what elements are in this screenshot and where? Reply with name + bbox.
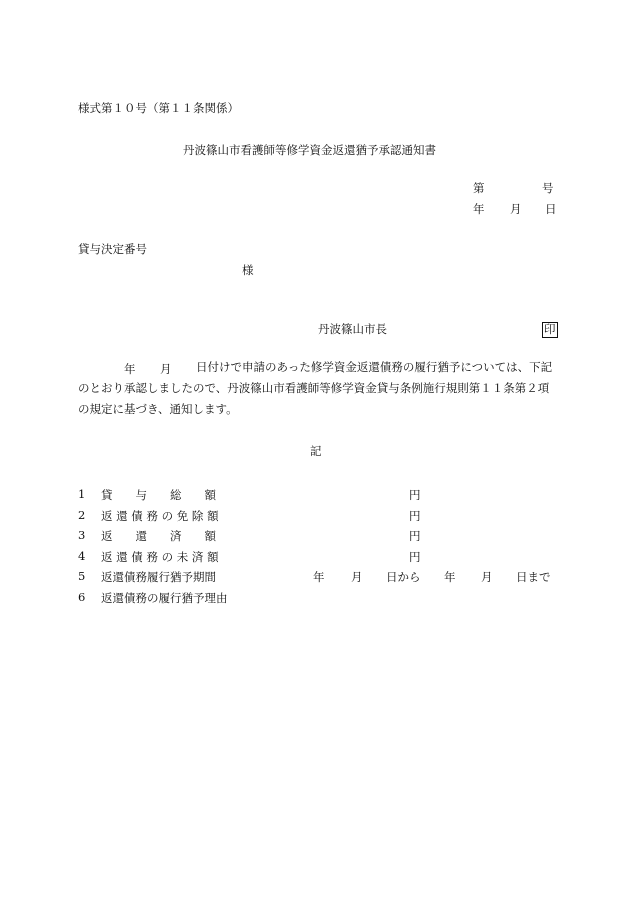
period-from-year: 年 <box>313 570 325 584</box>
date-year: 年 <box>473 202 485 216</box>
list-item <box>78 487 558 501</box>
ki-heading: 記 <box>310 444 322 458</box>
doc-no-dai: 第 <box>473 181 485 195</box>
period-to-month: 月 <box>481 570 493 584</box>
list-item <box>78 549 558 563</box>
date-day: 日 <box>545 202 557 216</box>
body-year: 年 <box>124 362 136 376</box>
item-number: 6 <box>78 590 86 604</box>
sama-label: 様 <box>242 263 254 277</box>
form-number: 様式第１０号（第１１条関係） <box>78 101 239 115</box>
list-item <box>78 528 558 542</box>
period-from-month: 月 <box>351 570 363 584</box>
item-number: 1 <box>78 487 86 501</box>
loan-decision-label: 貸与決定番号 <box>78 242 147 256</box>
doc-no-go: 号 <box>542 181 554 195</box>
list-item <box>78 569 558 583</box>
mayor-label: 丹波篠山市長 <box>318 322 387 336</box>
item-unit: 円 <box>409 488 421 502</box>
period-from-day: 日から <box>386 570 421 584</box>
item-number: 5 <box>78 569 86 583</box>
seal-mark: 印 <box>544 322 556 336</box>
body-paragraph: 日付けで申請のあった修学資金返還債務の履行猶予については、下記のとおり承認しましたので、丹波篠山市看護師等修学資金貸与条例施行規則第１１条第２項の規定に基づき、通知します。 <box>78 360 553 416</box>
item-label: 貸 与 総 額 <box>101 488 216 502</box>
item-label: 返 還 債 務 の 未 済 額 <box>101 550 219 564</box>
item-unit: 円 <box>409 550 421 564</box>
body-month: 月 <box>160 362 172 376</box>
item-unit: 円 <box>409 529 421 543</box>
item-label: 返還債務の履行猶予理由 <box>101 591 228 605</box>
item-number: 3 <box>78 528 86 542</box>
list-item <box>78 508 558 522</box>
date-month: 月 <box>510 202 522 216</box>
item-number: 4 <box>78 549 86 563</box>
document-title: 丹波篠山市看護師等修学資金返還猶予承認通知書 <box>183 143 436 157</box>
item-unit: 円 <box>409 509 421 523</box>
period-to-day: 日まで <box>516 570 551 584</box>
item-label: 返 還 債 務 の 免 除 額 <box>101 509 219 523</box>
list-item <box>78 590 558 604</box>
item-label: 返 還 済 額 <box>101 529 216 543</box>
period-to-year: 年 <box>444 570 456 584</box>
item-number: 2 <box>78 508 86 522</box>
item-label: 返還債務履行猶予期間 <box>101 570 216 584</box>
